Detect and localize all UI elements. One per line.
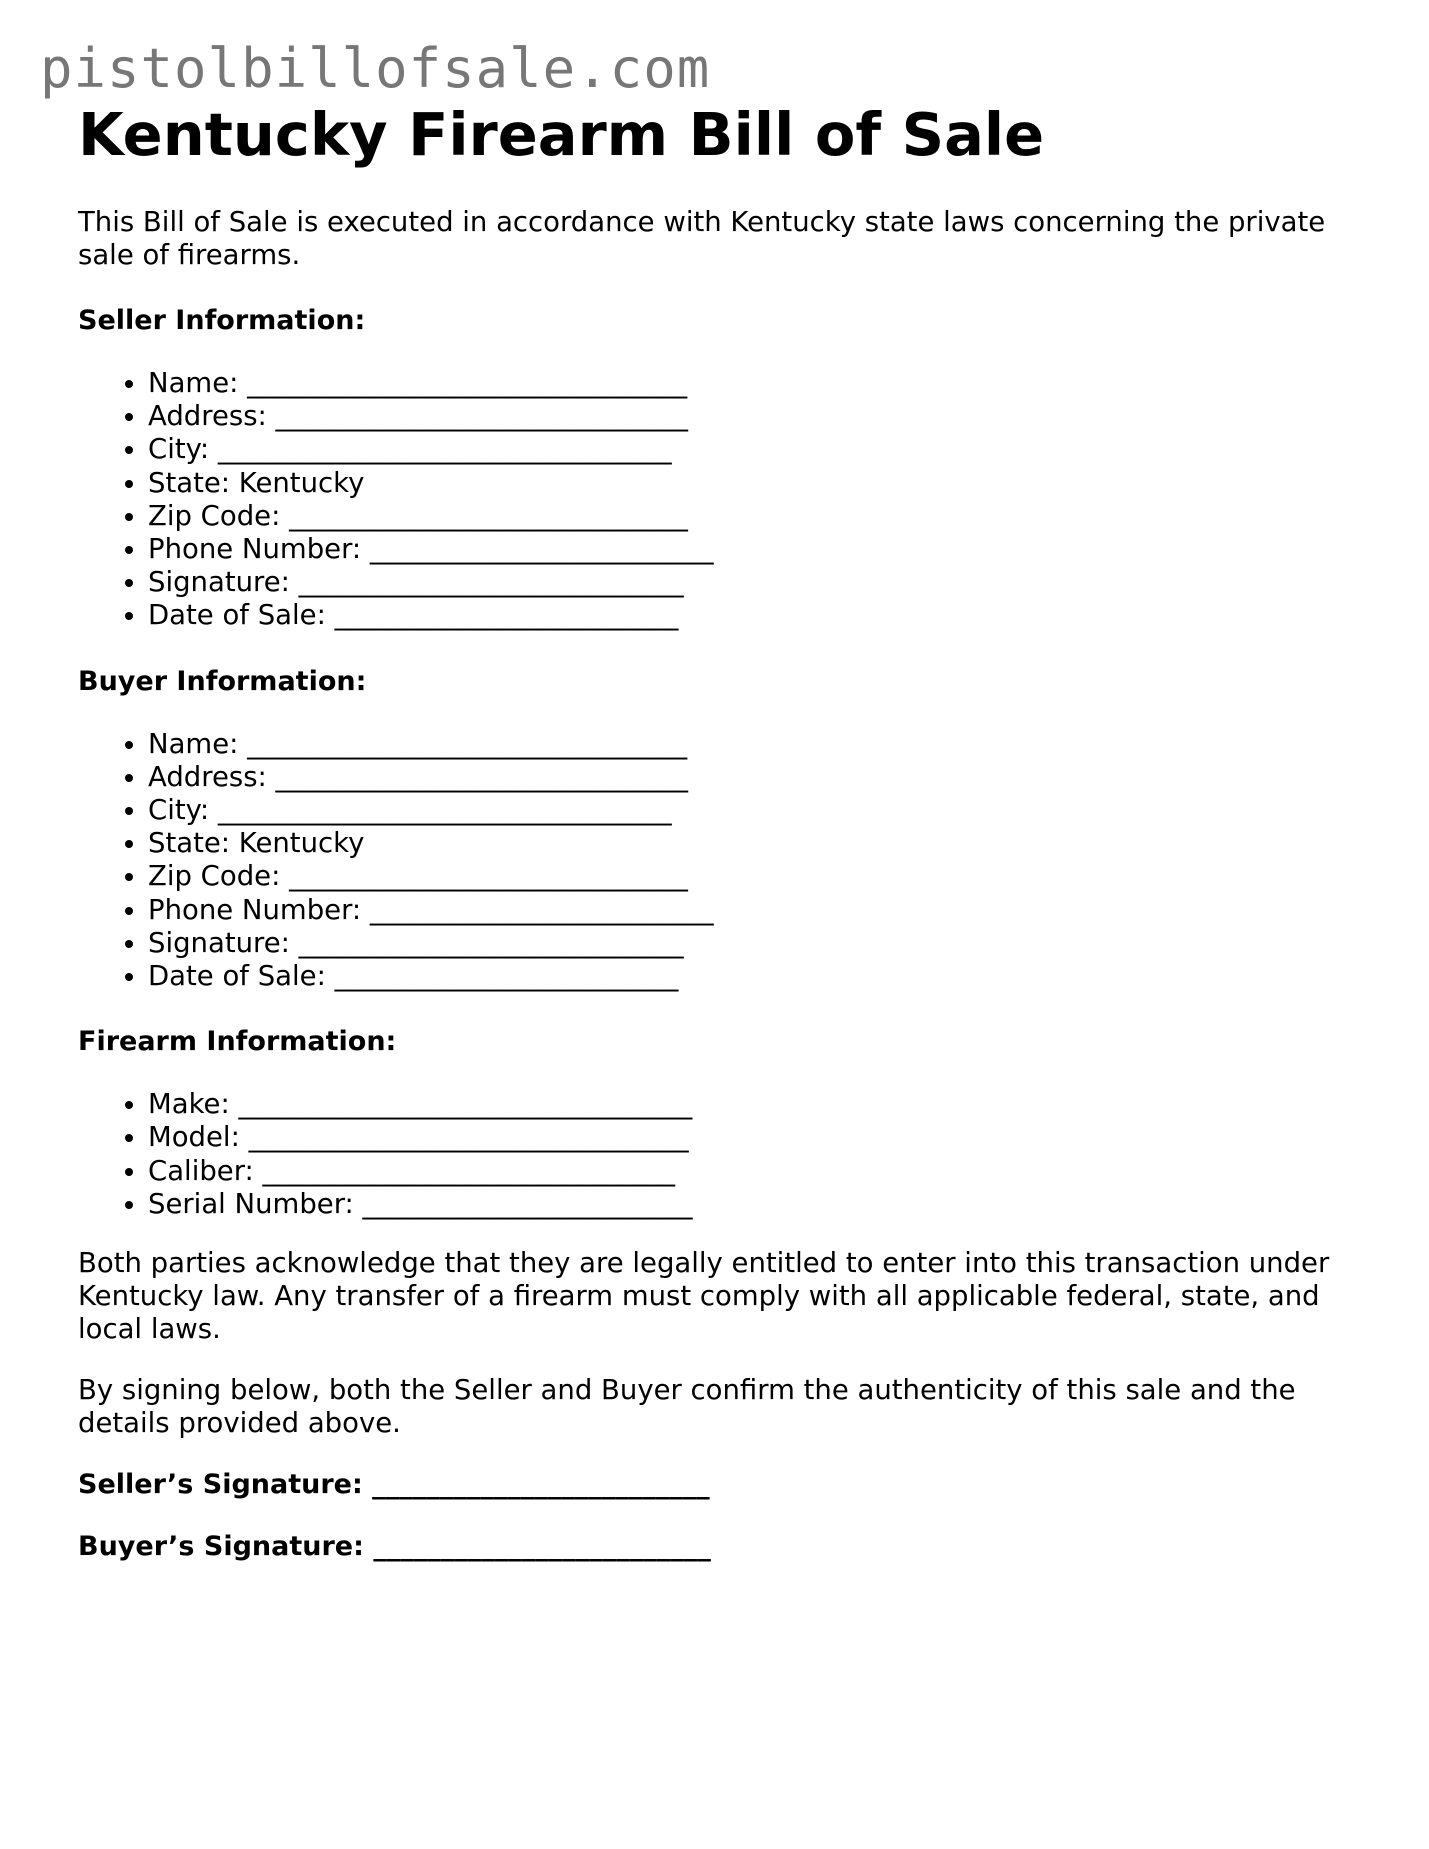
firearm-section-heading: Firearm Information: — [78, 1026, 397, 1058]
document-title: Kentucky Firearm Bill of Sale — [78, 100, 1045, 169]
buyer-signature-line[interactable]: Buyer’s Signature: _________________________ — [78, 1531, 711, 1563]
buyer-city-field[interactable]: • City: _________________________________ — [148, 794, 1368, 827]
buyer-phone-field[interactable]: • Phone Number: _________________________ — [148, 894, 1368, 927]
seller-phone-field[interactable]: • Phone Number: _________________________ — [148, 533, 1368, 566]
firearm-caliber-field[interactable]: • Caliber: ______________________________ — [148, 1155, 1368, 1188]
seller-information-list — [78, 367, 1368, 633]
buyer-information-list — [78, 728, 1368, 994]
firearm-information-list — [78, 1088, 1368, 1221]
firearm-make-field[interactable]: • Make: _________________________________ — [148, 1088, 1368, 1121]
acknowledgement-paragraph: Both parties acknowledge that they are legally entitled to enter into this transaction under Kentucky law. Any transfer of a firearm must comply with all applicable federal, state, and local laws. — [78, 1247, 1330, 1346]
seller-signature-field[interactable]: • Signature: ____________________________ — [148, 566, 1368, 599]
watermark: pistolbillofsale.com — [40, 37, 711, 100]
buyer-date-field[interactable]: • Date of Sale: _________________________ — [148, 960, 1368, 993]
seller-signature-line[interactable]: Seller’s Signature: _________________________ — [78, 1469, 710, 1501]
seller-address-field[interactable]: • Address: ______________________________ — [148, 400, 1368, 433]
intro-paragraph: This Bill of Sale is executed in accordance with Kentucky state laws concerning the private sale of firearms. — [78, 206, 1326, 271]
seller-zip-field[interactable]: • Zip Code: _____________________________ — [148, 500, 1368, 533]
buyer-section-heading: Buyer Information: — [78, 665, 367, 697]
buyer-zip-field[interactable]: • Zip Code: _____________________________ — [148, 860, 1368, 893]
confirmation-paragraph: By signing below, both the Seller and Buyer confirm the authenticity of this sale and the details provided above. — [78, 1374, 1296, 1440]
document-body — [78, 98, 1368, 1563]
seller-date-field[interactable]: • Date of Sale: _________________________ — [148, 599, 1368, 632]
firearm-serial-field[interactable]: • Serial Number: ________________________ — [148, 1188, 1368, 1221]
seller-section-heading: Seller Information: — [78, 305, 366, 336]
buyer-address-field[interactable]: • Address: ______________________________ — [148, 761, 1368, 794]
seller-name-field[interactable]: • Name: ________________________________ — [148, 367, 1368, 400]
firearm-model-field[interactable]: • Model: ________________________________ — [148, 1121, 1368, 1154]
buyer-state-field: • State: Kentucky — [148, 827, 1368, 860]
buyer-signature-field[interactable]: • Signature: ____________________________ — [148, 927, 1368, 960]
seller-city-field[interactable]: • City: _________________________________ — [148, 433, 1368, 466]
buyer-name-field[interactable]: • Name: ________________________________ — [148, 728, 1368, 761]
seller-state-field: • State: Kentucky — [148, 467, 1368, 500]
